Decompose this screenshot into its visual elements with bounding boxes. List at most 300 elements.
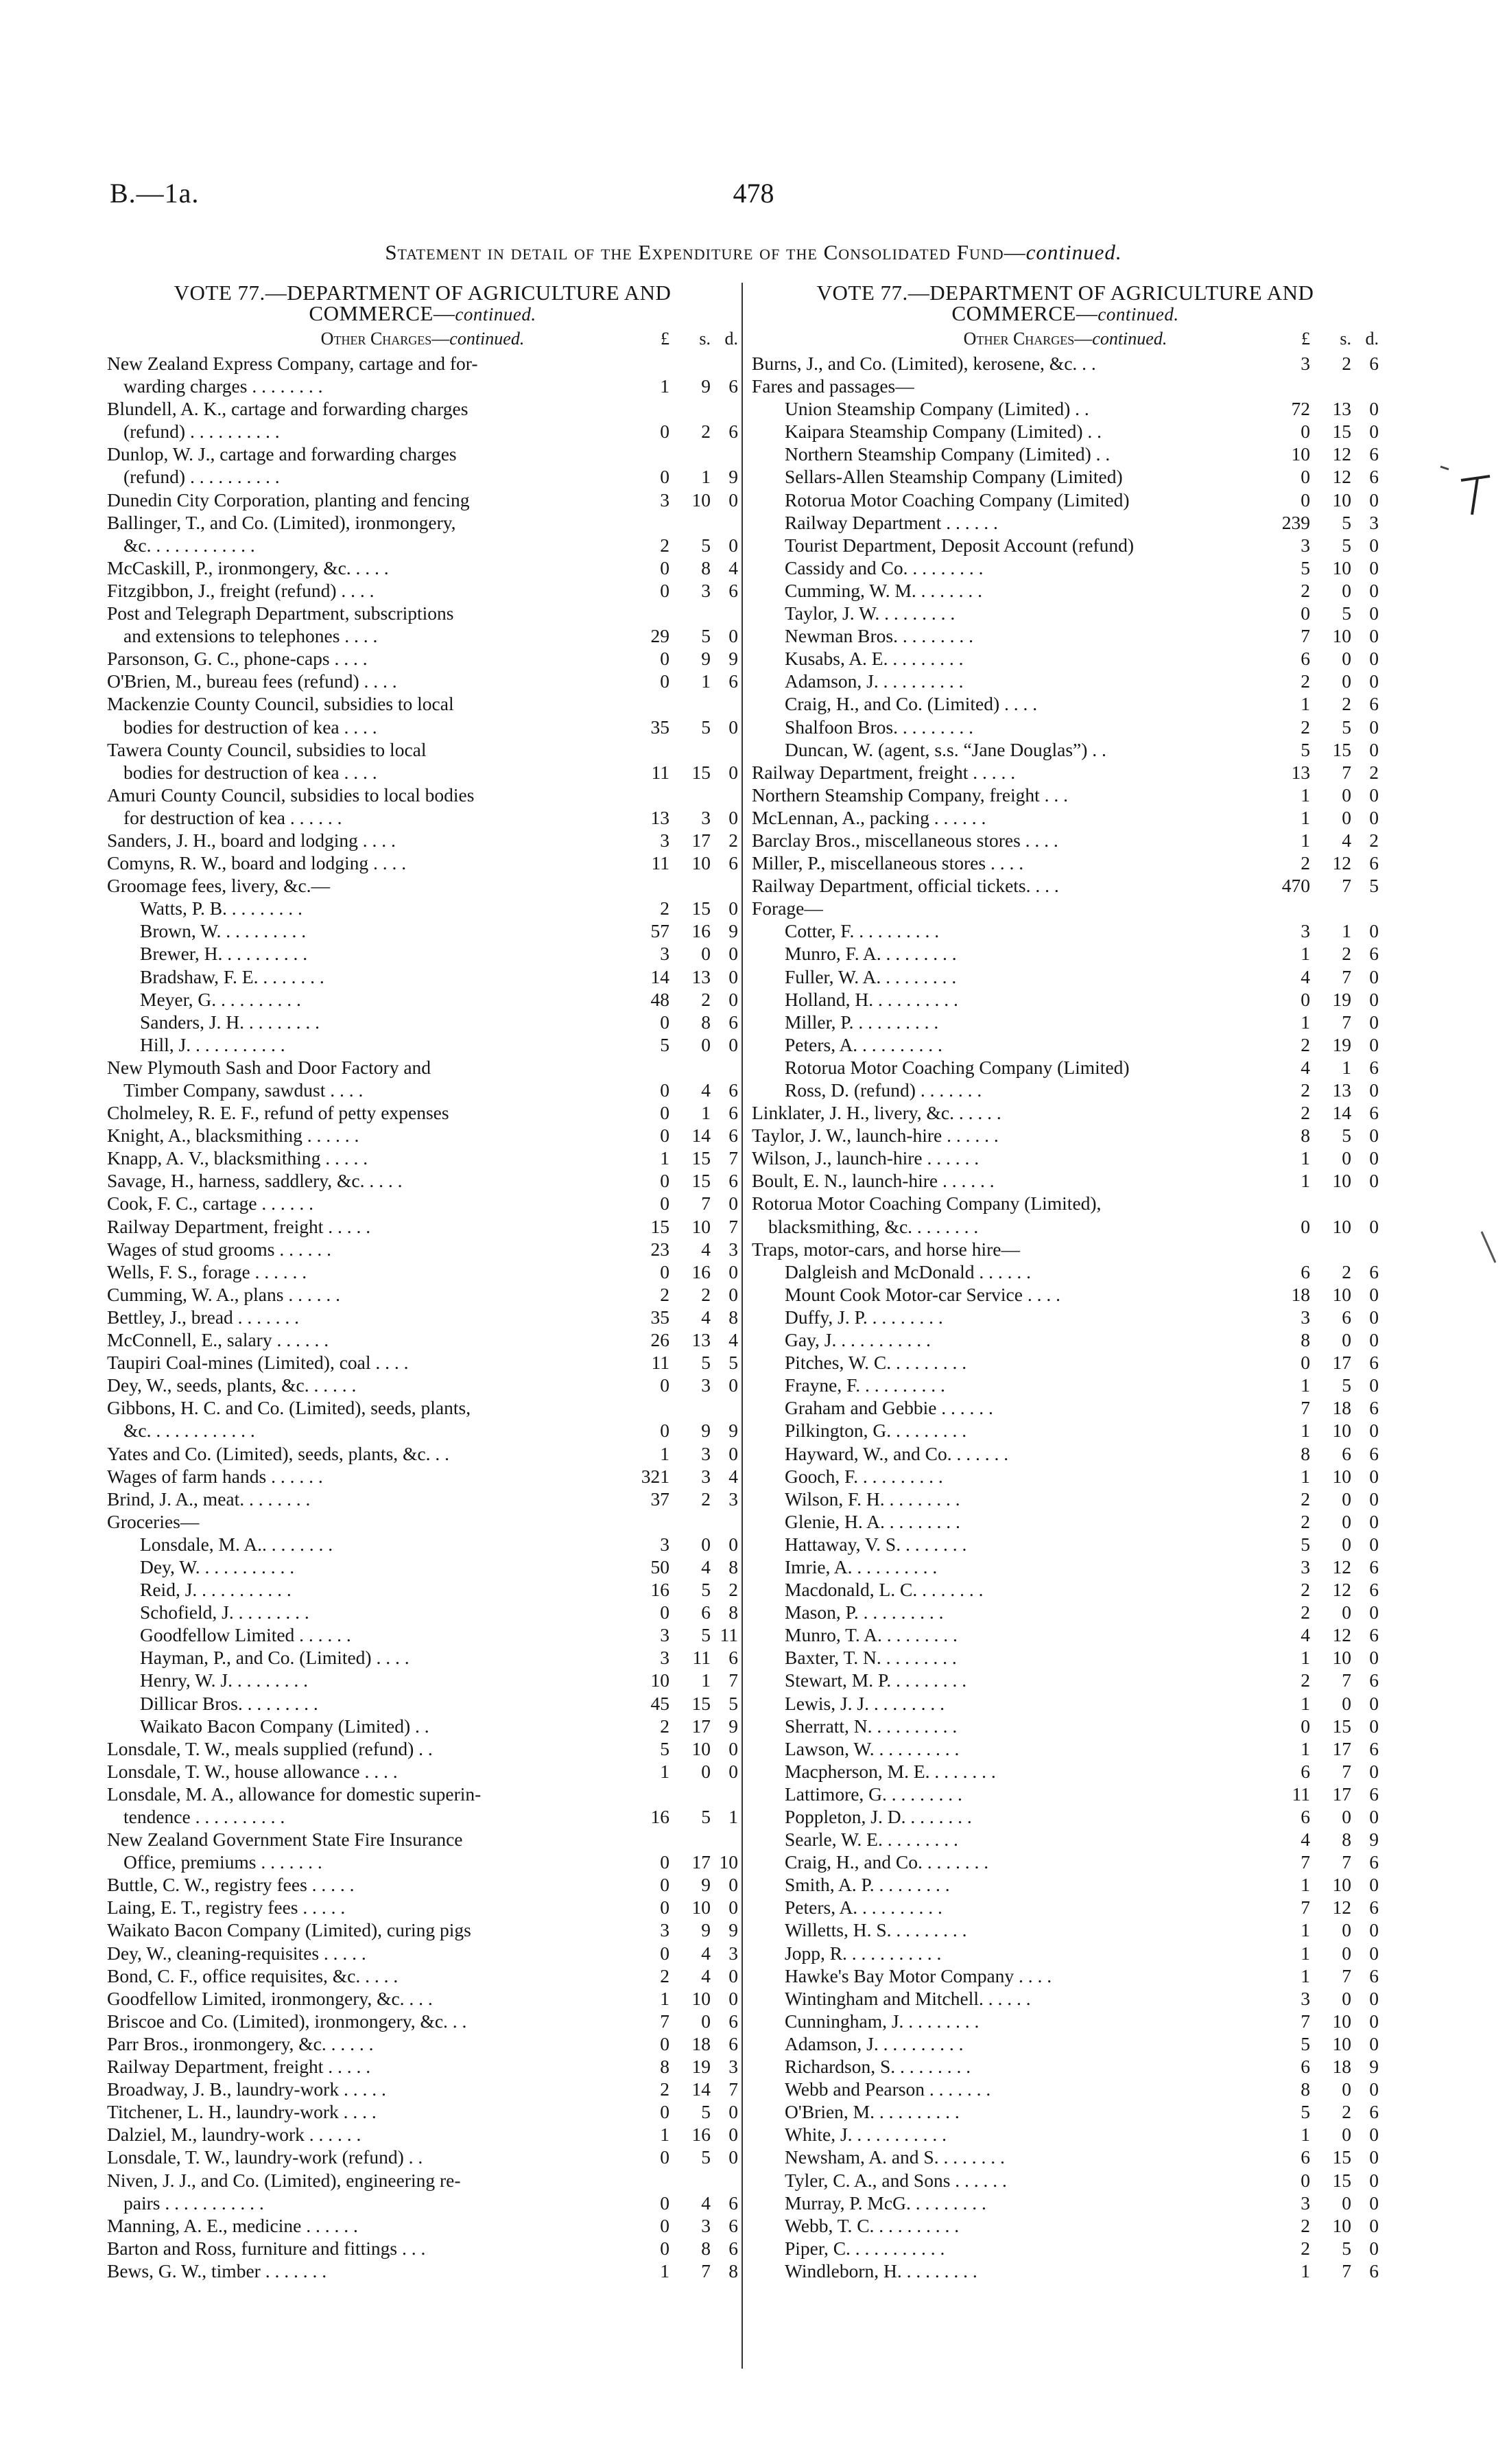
entry-description: Union Steamship Company (Limited) . . xyxy=(785,398,1089,420)
entry-description: Wilson, J., launch-hire . . . . . . xyxy=(752,1147,980,1169)
amount-shillings: 5 xyxy=(701,716,711,738)
amount-pounds: 0 xyxy=(660,421,669,443)
amount-pence: 5 xyxy=(728,1692,738,1714)
ledger-row xyxy=(107,1306,738,1328)
entry-description: Linklater, J. H., livery, &c. . . . . . xyxy=(752,1102,1001,1124)
amount-pounds: 0 xyxy=(1301,1352,1310,1374)
amount-pounds: 2 xyxy=(660,897,669,919)
amount-pounds: 7 xyxy=(1301,1897,1310,1919)
amount-pence: 0 xyxy=(1369,1306,1379,1328)
entry-description: Amuri County Council, subsidies to local bodies xyxy=(107,784,475,806)
ledger-row xyxy=(107,919,738,942)
entry-description: Graham and Gebbie . . . . . . xyxy=(785,1397,993,1419)
amount-pounds: 0 xyxy=(660,1601,669,1623)
amount-shillings: 10 xyxy=(691,1737,711,1759)
ledger-row xyxy=(752,761,1379,784)
entry-description: Boult, E. N., launch-hire . . . . . . xyxy=(752,1170,995,1192)
ledger-row xyxy=(752,1283,1379,1306)
amount-pounds: 1 xyxy=(1301,829,1310,851)
entry-description: Webb and Pearson . . . . . . . xyxy=(785,2078,991,2100)
amount-pounds: 6 xyxy=(1301,1260,1310,1282)
amount-pence: 6 xyxy=(728,375,738,397)
entry-description: Tourist Department, Deposit Account (refund) xyxy=(785,534,1134,556)
entry-description: Bews, G. W., timber . . . . . . . xyxy=(107,2260,327,2281)
amount-pence: 0 xyxy=(1369,1125,1379,1147)
entry-description: Poppleton, J. D. . . . . . . . xyxy=(785,1806,972,1827)
ledger-row xyxy=(752,534,1379,556)
amount-shillings: 0 xyxy=(1342,1488,1351,1510)
entry-description: Richardson, S. . . . . . . . . xyxy=(785,2056,971,2078)
amount-pounds: 0 xyxy=(660,1102,669,1124)
amount-shillings: 7 xyxy=(1342,761,1351,783)
amount-shillings: 10 xyxy=(1332,1465,1351,1487)
entry-description: bodies for destruction of kea . . . . xyxy=(123,761,377,783)
amount-shillings: 0 xyxy=(1342,1806,1351,1827)
entry-description: New Plymouth Sash and Door Factory and xyxy=(107,1056,431,1078)
amount-pence: 0 xyxy=(1369,1874,1379,1896)
entry-description: Searle, W. E. . . . . . . . . xyxy=(785,1829,958,1851)
right-vote-continued: continued. xyxy=(1097,304,1179,325)
ledger-row xyxy=(107,579,738,602)
amount-pounds: 1 xyxy=(660,2124,669,2146)
amount-shillings: 18 xyxy=(1332,2056,1351,2078)
amount-shillings: 12 xyxy=(1332,1556,1351,1577)
entry-description: Wages of farm hands . . . . . . xyxy=(107,1465,323,1487)
entry-description: Comyns, R. W., board and lodging . . . . xyxy=(107,852,407,874)
amount-pounds: 0 xyxy=(660,1193,669,1215)
ledger-row xyxy=(752,1623,1379,1646)
amount-shillings: 1 xyxy=(701,466,711,488)
amount-shillings: 7 xyxy=(1342,875,1351,897)
ledger-row xyxy=(752,1737,1379,1760)
amount-pence: 6 xyxy=(1369,1102,1379,1124)
amount-pounds: 50 xyxy=(650,1556,669,1577)
amount-shillings: 0 xyxy=(1342,784,1351,806)
amount-shillings: 1 xyxy=(1342,1056,1351,1078)
amount-shillings: 5 xyxy=(701,1352,711,1374)
ledger-row xyxy=(107,1396,738,1419)
amount-shillings: 14 xyxy=(1332,1102,1351,1124)
amount-shillings: 10 xyxy=(1332,489,1351,511)
amount-pounds: 0 xyxy=(660,2101,669,2123)
right-vote-title-dept: COMMERCE— xyxy=(951,301,1098,325)
margin-mark-dash xyxy=(1440,467,1449,469)
ledger-row xyxy=(752,579,1379,602)
amount-shillings: 5 xyxy=(1342,1374,1351,1396)
amount-pence: 0 xyxy=(1369,1011,1379,1033)
entry-description: Parsonson, G. C., phone-caps . . . . xyxy=(107,648,368,670)
entry-description: Timber Company, sawdust . . . . xyxy=(123,1079,364,1101)
amount-shillings: 0 xyxy=(1342,1942,1351,1964)
page-code: B.—1a. xyxy=(110,178,200,209)
entry-description: Macdonald, L. C. . . . . . . . xyxy=(785,1579,984,1601)
amount-shillings: 5 xyxy=(701,2146,711,2168)
amount-pounds: 8 xyxy=(1301,1442,1310,1464)
amount-shillings: 2 xyxy=(701,988,711,1010)
ledger-row xyxy=(752,1465,1379,1488)
ledger-row xyxy=(752,1919,1379,1941)
entry-description: Holland, H. . . . . . . . . . xyxy=(785,988,958,1010)
amount-pence: 0 xyxy=(1369,670,1379,692)
ledger-row xyxy=(752,1396,1379,1419)
entry-description: Broadway, J. B., laundry-work . . . . . xyxy=(107,2078,386,2100)
amount-pounds: 11 xyxy=(651,852,669,874)
ledger-row xyxy=(107,1873,738,1896)
ledger-row xyxy=(752,1601,1379,1623)
entry-description: Mount Cook Motor-car Service . . . . xyxy=(785,1283,1060,1305)
ledger-row xyxy=(107,784,738,806)
entry-description: Lonsdale, M. A., allowance for domestic superin- xyxy=(107,1783,482,1805)
amount-pounds: 0 xyxy=(660,1897,669,1919)
entry-description: Lonsdale, M. A.. . . . . . . . xyxy=(140,1533,333,1555)
entry-description: Lonsdale, T. W., laundry-work (refund) . . xyxy=(107,2146,423,2168)
amount-shillings: 5 xyxy=(1342,602,1351,624)
amount-pounds: 11 xyxy=(1292,1783,1310,1805)
amount-shillings: 7 xyxy=(1342,1760,1351,1782)
ledger-row xyxy=(107,692,738,715)
amount-pence: 0 xyxy=(1369,1533,1379,1555)
entry-description: Wilson, F. H. . . . . . . . . xyxy=(785,1488,960,1510)
amount-pence: 0 xyxy=(728,716,738,738)
ledger-row xyxy=(752,2078,1379,2100)
entry-description: Dey, W., seeds, plants, &c. . . . . . xyxy=(107,1374,357,1396)
amount-shillings: 0 xyxy=(701,943,711,965)
entry-description: Groceries— xyxy=(107,1510,200,1532)
ledger-row xyxy=(752,465,1379,488)
ledger-row xyxy=(752,874,1379,897)
ledger-row xyxy=(752,1510,1379,1533)
entry-description: Brown, W. . . . . . . . . . xyxy=(140,920,307,942)
amount-pounds: 1 xyxy=(1301,943,1310,965)
amount-pence: 6 xyxy=(728,2237,738,2259)
amount-pounds: 0 xyxy=(660,579,669,601)
amount-shillings: 2 xyxy=(1342,2101,1351,2123)
ledger-row xyxy=(752,1192,1379,1215)
entry-description: Sherratt, N. . . . . . . . . . xyxy=(785,1715,958,1737)
ledger-row xyxy=(752,1374,1379,1396)
amount-pounds: 13 xyxy=(650,806,669,828)
amount-pence: 0 xyxy=(728,1533,738,1555)
ledger-row xyxy=(107,1465,738,1488)
amount-shillings: 7 xyxy=(1342,1851,1351,1873)
entry-description: Gibbons, H. C. and Co. (Limited), seeds, plants, xyxy=(107,1397,471,1419)
amount-pence: 0 xyxy=(1369,489,1379,511)
ledger-row xyxy=(107,1419,738,1442)
ledger-row xyxy=(752,1260,1379,1283)
ledger-row xyxy=(107,2146,738,2168)
amount-shillings: 6 xyxy=(1342,1442,1351,1464)
entry-description: Railway Department, freight . . . . . xyxy=(752,761,1016,783)
entry-description: Bettley, J., bread . . . . . . . xyxy=(107,1306,300,1328)
amount-pence: 0 xyxy=(1369,1488,1379,1510)
ledger-row xyxy=(107,1646,738,1669)
amount-pounds: 2 xyxy=(1301,716,1310,738)
amount-pounds: 3 xyxy=(1301,1556,1310,1577)
amount-pounds: 0 xyxy=(660,1942,669,1964)
entry-description: Lewis, J. J. . . . . . . . . xyxy=(785,1692,945,1714)
ledger-row xyxy=(107,465,738,488)
amount-shillings: 15 xyxy=(1332,738,1351,760)
ledger-row xyxy=(752,2055,1379,2078)
amount-shillings: 5 xyxy=(701,534,711,556)
ledger-row xyxy=(752,2214,1379,2237)
amount-pence: 0 xyxy=(728,534,738,556)
amount-pence: 0 xyxy=(1369,398,1379,420)
amount-shillings: 16 xyxy=(691,920,711,942)
amount-shillings: 0 xyxy=(1342,1987,1351,2009)
entry-description: Dey, W., cleaning-requisites . . . . . xyxy=(107,1942,366,1964)
ledger-row xyxy=(752,2032,1379,2055)
amount-pounds: 35 xyxy=(650,716,669,738)
amount-pounds: 1 xyxy=(1301,2124,1310,2146)
ledger-row xyxy=(107,1033,738,1056)
ledger-row xyxy=(752,602,1379,624)
amount-pounds: 0 xyxy=(660,2032,669,2054)
amount-shillings: 4 xyxy=(701,2192,711,2214)
amount-pounds: 0 xyxy=(1301,2169,1310,2191)
amount-pounds: 2 xyxy=(1301,1488,1310,1510)
amount-shillings: 0 xyxy=(1342,1692,1351,1714)
amount-shillings: 10 xyxy=(1332,625,1351,647)
amount-pence: 0 xyxy=(1369,534,1379,556)
ledger-row xyxy=(107,1101,738,1124)
entry-description: Railway Department, freight . . . . . xyxy=(107,1215,371,1237)
ledger-row xyxy=(107,397,738,420)
entry-description: Cassidy and Co. . . . . . . . . xyxy=(785,556,984,578)
ledger-row xyxy=(752,1011,1379,1033)
entry-description: Hill, J. . . . . . . . . . . xyxy=(140,1033,285,1055)
ledger-row xyxy=(107,1215,738,1238)
entry-description: Craig, H., and Co. (Limited) . . . . xyxy=(785,693,1038,715)
entry-description: Railway Department, official tickets. . . . xyxy=(752,875,1059,897)
amount-shillings: 19 xyxy=(1332,988,1351,1010)
entry-description: Miller, P., miscellaneous stores . . . . xyxy=(752,852,1024,874)
amount-pence: 0 xyxy=(1369,1465,1379,1487)
ledger-row xyxy=(107,2055,738,2078)
ledger-row xyxy=(107,352,738,375)
amount-pounds: 3 xyxy=(1301,920,1310,942)
amount-shillings: 0 xyxy=(1342,579,1351,601)
amount-pounds: 7 xyxy=(1301,1851,1310,1873)
entry-description: Ballinger, T., and Co. (Limited), ironmongery, xyxy=(107,511,456,533)
amount-pence: 9 xyxy=(1369,2056,1379,2078)
amount-shillings: 12 xyxy=(1332,1579,1351,1601)
ledger-row xyxy=(752,2260,1379,2282)
amount-shillings: 10 xyxy=(1332,2010,1351,2032)
entry-description: Windleborn, H. . . . . . . . . xyxy=(785,2260,977,2281)
amount-pence: 0 xyxy=(1369,2124,1379,2146)
amount-pounds: 2 xyxy=(1301,852,1310,874)
amount-pence: 5 xyxy=(1369,875,1379,897)
amount-pence: 9 xyxy=(728,920,738,942)
amount-pounds: 1 xyxy=(1301,1420,1310,1442)
amount-pounds: 0 xyxy=(1301,1215,1310,1237)
amount-pounds: 0 xyxy=(1301,988,1310,1010)
amount-shillings: 0 xyxy=(1342,1919,1351,1941)
amount-pence: 0 xyxy=(1369,1215,1379,1237)
amount-shillings: 10 xyxy=(691,852,711,874)
entry-description: Wages of stud grooms . . . . . . xyxy=(107,1238,331,1260)
amount-shillings: 0 xyxy=(1342,2078,1351,2100)
entry-description: Office, premiums . . . . . . . xyxy=(123,1851,322,1873)
statement-title xyxy=(0,240,1507,265)
amount-pence: 0 xyxy=(728,1874,738,1896)
amount-pounds: 48 xyxy=(650,988,669,1010)
entry-description: Tawera County Council, subsidies to local xyxy=(107,738,427,760)
amount-pence: 9 xyxy=(728,1715,738,1737)
ledger-row xyxy=(752,397,1379,420)
ledger-row xyxy=(107,1692,738,1715)
amount-shillings: 16 xyxy=(691,2124,711,2146)
entry-description: O'Brien, M. . . . . . . . . . xyxy=(785,2101,960,2123)
margin-mark-tick xyxy=(1482,1232,1495,1263)
amount-pence: 9 xyxy=(728,648,738,670)
amount-pence: 0 xyxy=(1369,579,1379,601)
ledger-row xyxy=(752,647,1379,670)
entry-description: Piper, C. . . . . . . . . . . xyxy=(785,2237,945,2259)
entry-description: Hayman, P., and Co. (Limited) . . . . xyxy=(140,1647,410,1669)
entry-description: Railway Department, freight . . . . . xyxy=(107,2056,371,2078)
amount-pence: 7 xyxy=(728,1147,738,1169)
entry-description: Miller, P. . . . . . . . . . xyxy=(785,1011,939,1033)
entry-description: Groomage fees, livery, &c.— xyxy=(107,875,331,897)
entry-description: Railway Department . . . . . . xyxy=(785,511,998,533)
right-currency-header xyxy=(1276,329,1379,352)
entry-description: bodies for destruction of kea . . . . xyxy=(123,716,377,738)
entry-description: Pitches, W. C. . . . . . . . . xyxy=(785,1352,967,1374)
entry-description: Knight, A., blacksmithing . . . . . . xyxy=(107,1125,359,1147)
ledger-row xyxy=(107,1601,738,1623)
entry-description: Waikato Bacon Company (Limited), curing pigs xyxy=(107,1919,471,1941)
amount-pence: 0 xyxy=(728,965,738,987)
ledger-row xyxy=(752,1896,1379,1919)
entry-description: warding charges . . . . . . . . xyxy=(123,375,323,397)
ledger-row xyxy=(107,1283,738,1306)
entry-description: Duffy, J. P. . . . . . . . . xyxy=(785,1306,943,1328)
entry-description: Lawson, W. . . . . . . . . . xyxy=(785,1737,960,1759)
ledger-row xyxy=(107,1328,738,1351)
entry-description: Adamson, J. . . . . . . . . . xyxy=(785,2032,964,2054)
amount-shillings: 14 xyxy=(691,2078,711,2100)
amount-pence: 6 xyxy=(728,2192,738,2214)
right-subheading-main: Other Charges— xyxy=(963,329,1093,349)
amount-pounds: 0 xyxy=(660,2214,669,2236)
amount-shillings: 10 xyxy=(1332,1420,1351,1442)
amount-pence: 0 xyxy=(1369,2032,1379,2054)
entry-description: Meyer, G. . . . . . . . . . xyxy=(140,988,301,1010)
ledger-row xyxy=(107,1510,738,1533)
amount-pounds: 1 xyxy=(660,1442,669,1464)
amount-pounds: 6 xyxy=(1301,648,1310,670)
amount-pence: 0 xyxy=(1369,1647,1379,1669)
amount-pounds: 13 xyxy=(1291,761,1310,783)
entry-description: Schofield, J. . . . . . . . . xyxy=(140,1601,309,1623)
amount-pence: 0 xyxy=(1369,1715,1379,1737)
entry-description: Gooch, F. . . . . . . . . . xyxy=(785,1465,943,1487)
amount-shillings: 12 xyxy=(1332,443,1351,465)
entry-description: Sanders, J. H. . . . . . . . . xyxy=(140,1011,320,1033)
ledger-row xyxy=(752,806,1379,829)
shilling-header: s. xyxy=(699,329,711,349)
amount-pence: 0 xyxy=(728,1033,738,1055)
amount-pence: 3 xyxy=(728,2056,738,2078)
amount-pence: 0 xyxy=(1369,806,1379,828)
entry-description: Pilkington, G. . . . . . . . . xyxy=(785,1420,967,1442)
ledger-row xyxy=(752,1646,1379,1669)
entry-description: Briscoe and Co. (Limited), ironmongery, &c. . . xyxy=(107,2010,467,2032)
entry-description: Cumming, W. A., plans . . . . . . xyxy=(107,1283,340,1305)
ledger-row xyxy=(107,670,738,692)
amount-shillings: 12 xyxy=(1332,1897,1351,1919)
amount-shillings: 17 xyxy=(691,1851,711,1873)
pound-header: £ xyxy=(1301,329,1310,349)
right-ledger-rows xyxy=(752,352,1379,2282)
amount-pence: 0 xyxy=(1369,1329,1379,1351)
amount-pounds: 0 xyxy=(660,1011,669,1033)
ledger-row xyxy=(752,1351,1379,1374)
right-subheading xyxy=(752,329,1379,352)
ledger-row xyxy=(752,2192,1379,2214)
ledger-row xyxy=(107,738,738,761)
ledger-row xyxy=(107,1669,738,1691)
amount-pounds: 3 xyxy=(660,1624,669,1646)
amount-pounds: 4 xyxy=(1301,1624,1310,1646)
amount-pence: 0 xyxy=(728,2146,738,2168)
ledger-row xyxy=(752,2169,1379,2192)
ledger-row xyxy=(107,2214,738,2237)
entry-description: for destruction of kea . . . . . . xyxy=(123,806,342,828)
amount-pence: 9 xyxy=(728,1420,738,1442)
amount-shillings: 5 xyxy=(1342,1125,1351,1147)
pence-header: d. xyxy=(1365,329,1379,349)
amount-pence: 0 xyxy=(728,1897,738,1919)
amount-shillings: 5 xyxy=(701,1806,711,1827)
amount-pounds: 2 xyxy=(1301,1510,1310,1532)
pound-header: £ xyxy=(661,329,669,349)
ledger-row xyxy=(752,2237,1379,2260)
amount-shillings: 16 xyxy=(691,1260,711,1282)
amount-pence: 0 xyxy=(728,943,738,965)
ledger-row xyxy=(107,965,738,988)
amount-shillings: 10 xyxy=(1332,1647,1351,1669)
amount-pence: 4 xyxy=(728,1465,738,1487)
amount-pounds: 1 xyxy=(1301,1692,1310,1714)
amount-pounds: 0 xyxy=(660,556,669,578)
amount-pence: 6 xyxy=(1369,1851,1379,1873)
entry-description: Buttle, C. W., registry fees . . . . . xyxy=(107,1874,355,1896)
amount-pounds: 8 xyxy=(1301,2078,1310,2100)
amount-pounds: 1 xyxy=(660,1987,669,2009)
amount-pounds: 0 xyxy=(660,466,669,488)
amount-pounds: 45 xyxy=(650,1692,669,1714)
amount-shillings: 7 xyxy=(1342,1011,1351,1033)
amount-pence: 0 xyxy=(1369,2237,1379,2259)
amount-pence: 0 xyxy=(728,806,738,828)
amount-pence: 8 xyxy=(728,1306,738,1328)
amount-pence: 6 xyxy=(728,2032,738,2054)
entry-description: Brind, J. A., meat. . . . . . . . xyxy=(107,1488,311,1510)
statement-title-main: Statement in detail of the Expenditure of the Consolidated Fund— xyxy=(385,240,1026,264)
entry-description: Fitzgibbon, J., freight (refund) . . . . xyxy=(107,579,375,601)
entry-description: Manning, A. E., medicine . . . . . . xyxy=(107,2214,358,2236)
ledger-row xyxy=(752,420,1379,443)
entry-description: Forage— xyxy=(752,897,823,919)
amount-shillings: 4 xyxy=(701,1238,711,1260)
amount-shillings: 1 xyxy=(701,1669,711,1691)
ledger-row xyxy=(107,2078,738,2100)
left-subheading xyxy=(107,329,738,352)
ledger-row xyxy=(752,1828,1379,1851)
